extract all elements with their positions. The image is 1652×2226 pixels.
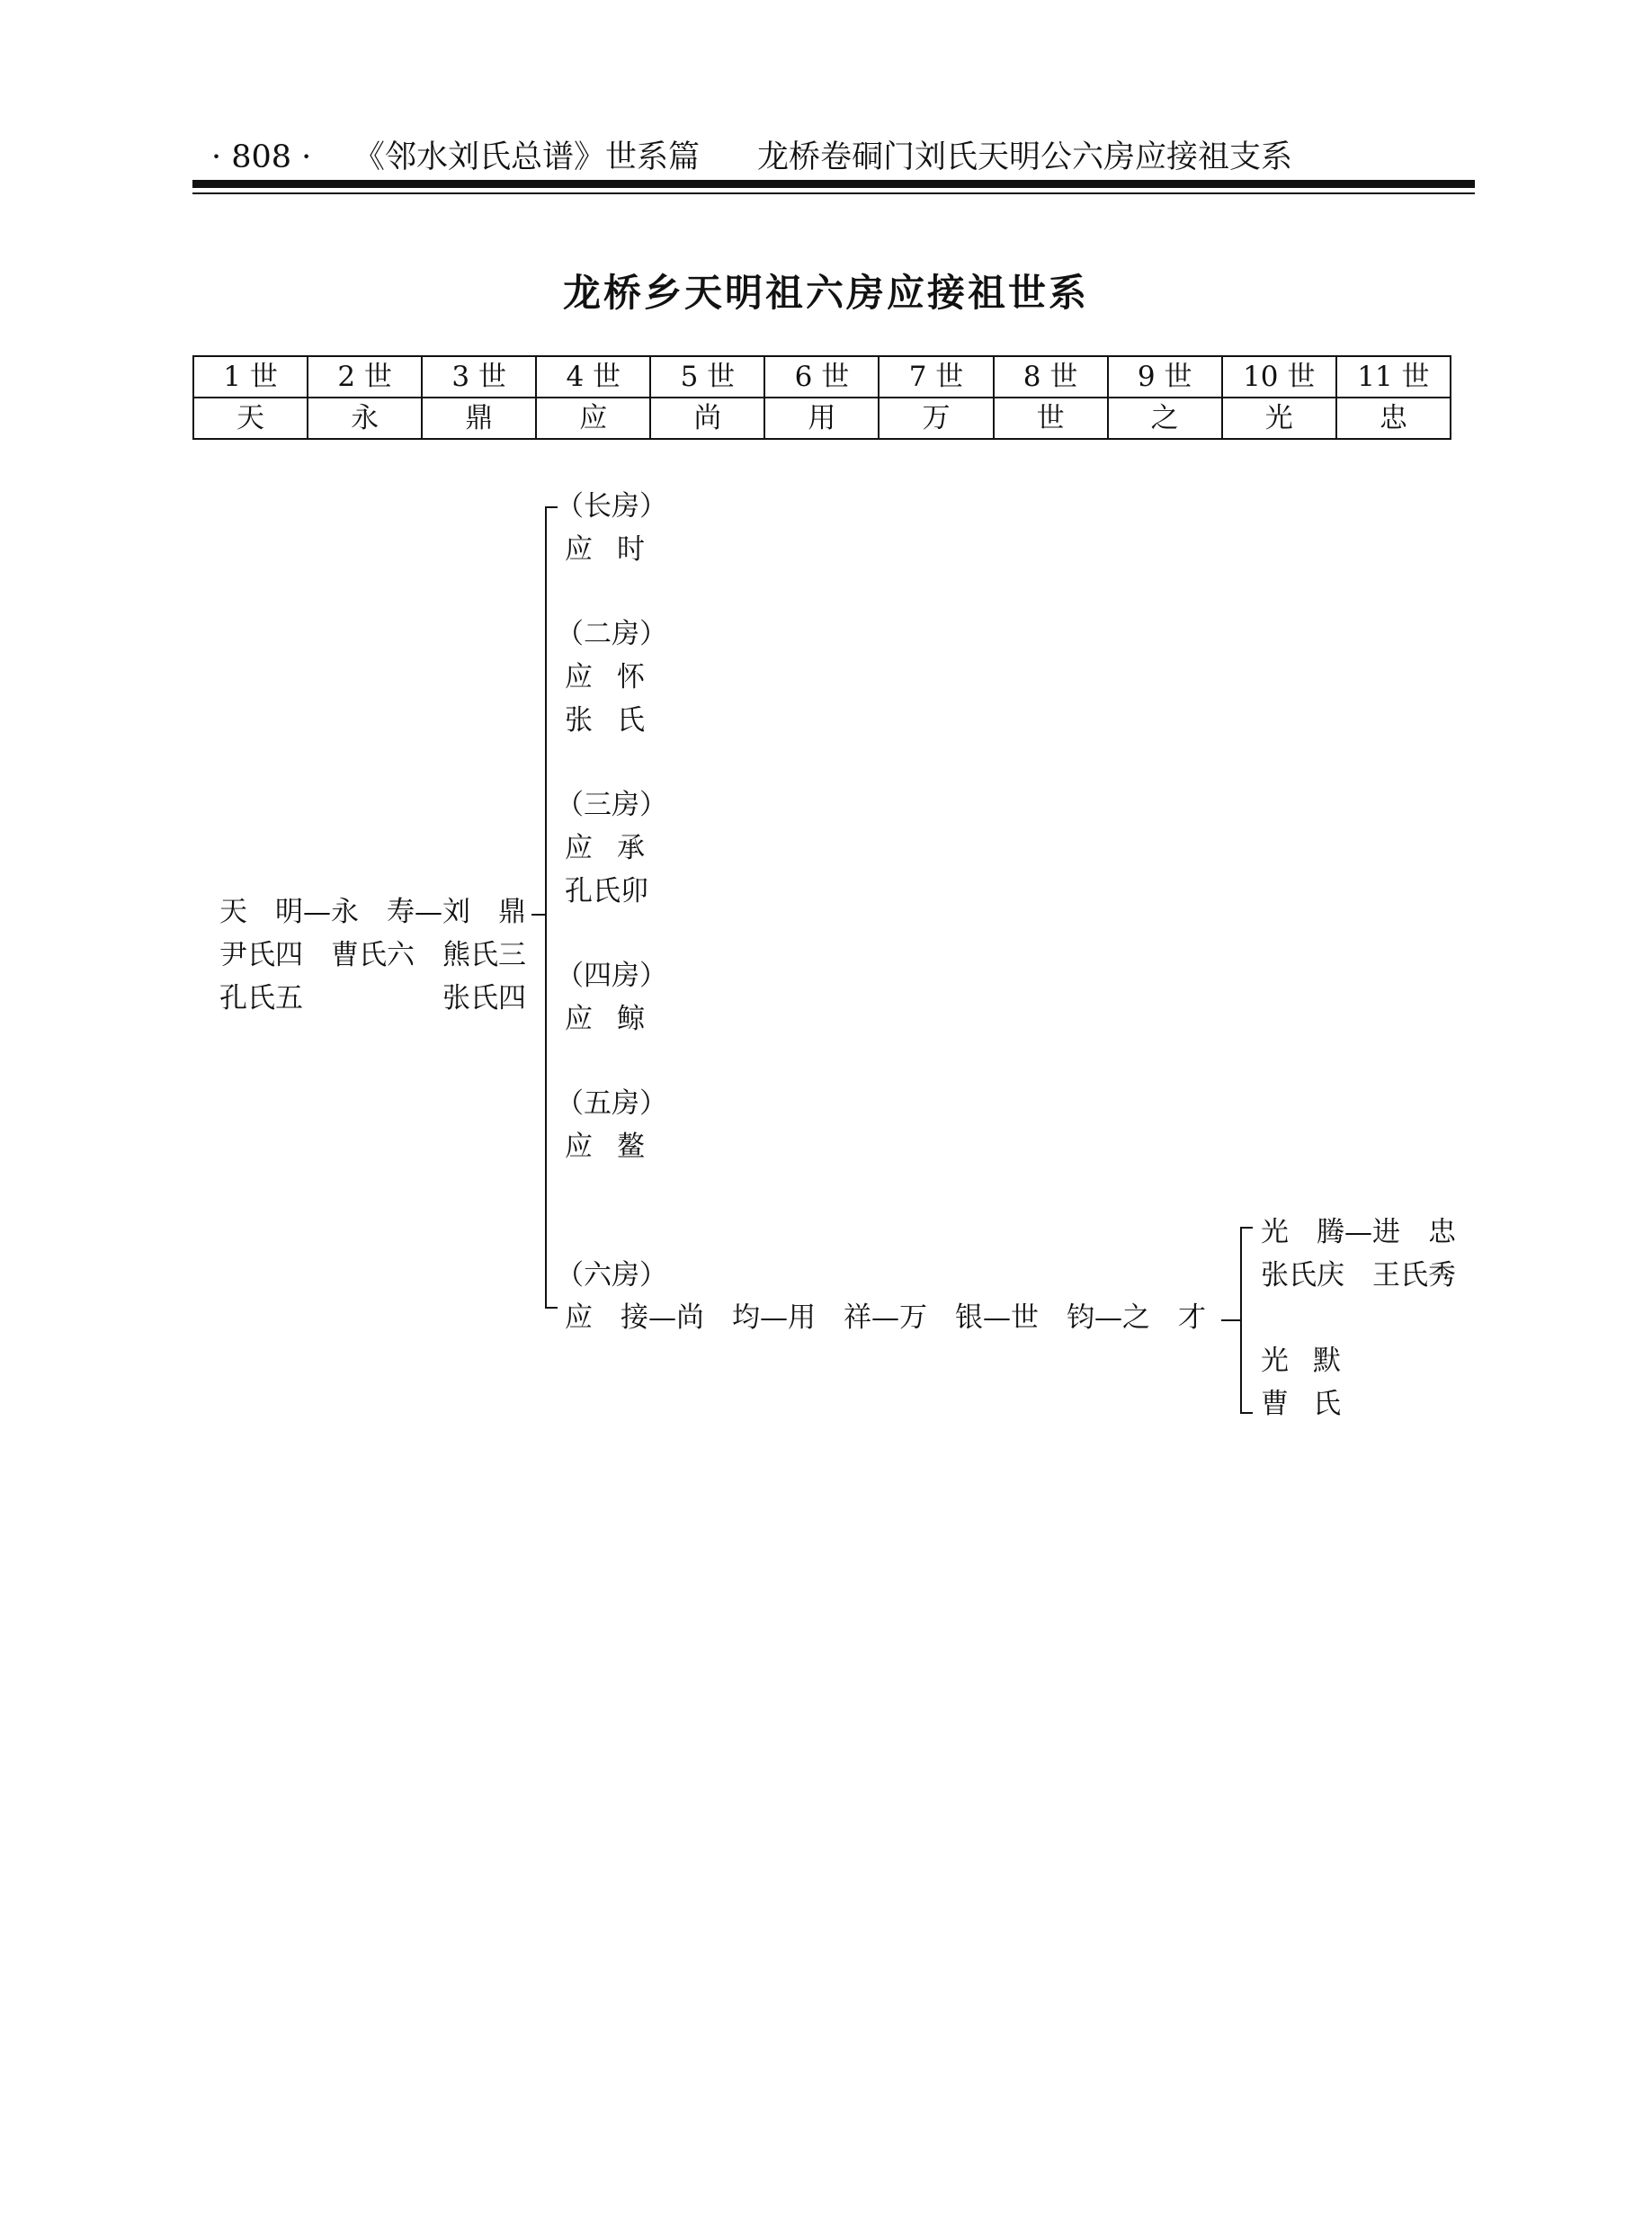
bracket-bottom-tick	[545, 1307, 558, 1309]
page-number: · 808 ·	[211, 139, 312, 175]
page-title: 龙桥乡天明祖六房应接祖世系	[562, 271, 1089, 315]
generation-cell: 4 世	[536, 356, 650, 398]
grandson-bracket-top-tick	[1240, 1227, 1253, 1229]
generation-cell: 2 世	[308, 356, 422, 398]
generation-cell: 1 世	[193, 356, 308, 398]
character-cell: 天	[193, 398, 308, 439]
header-rule-thin	[192, 192, 1475, 194]
root-line-3: 孔氏五 张氏四	[219, 982, 526, 1015]
branch-name-5: 应 鳌	[565, 1131, 645, 1163]
branch-spouse-2: 张 氏	[565, 704, 645, 737]
branch-name-3: 应 承	[565, 832, 645, 864]
generation-row	[193, 356, 1451, 398]
root-line-1: 天 明—永 寿—刘 鼎	[219, 896, 526, 928]
grandson-1-line-2: 张氏庆 王氏秀	[1261, 1259, 1456, 1292]
generation-table	[192, 355, 1451, 440]
character-cell: 鼎	[422, 398, 536, 439]
character-cell: 忠	[1336, 398, 1451, 439]
character-cell: 世	[994, 398, 1108, 439]
grandson-bracket-bottom-tick	[1240, 1412, 1253, 1414]
generation-cell: 5 世	[650, 356, 764, 398]
grandson-2-name: 光 默	[1261, 1345, 1341, 1377]
header-rule-thick	[192, 180, 1475, 188]
branch-bracket	[545, 506, 547, 1309]
generation-cell: 10 世	[1222, 356, 1336, 398]
character-row	[193, 398, 1451, 439]
branch-label-4: （四房）	[556, 960, 667, 992]
branch-label-3: （三房）	[556, 789, 667, 821]
section-title: 龙桥卷硐门刘氏天明公六房应接祖支系	[757, 139, 1293, 175]
branch-label-1: （长房）	[556, 490, 667, 523]
generation-cell: 9 世	[1108, 356, 1222, 398]
character-cell: 用	[764, 398, 879, 439]
character-cell: 永	[308, 398, 422, 439]
root-line-2: 尹氏四 曹氏六 熊氏三	[219, 939, 526, 971]
root-connector	[531, 914, 546, 916]
generation-cell: 8 世	[994, 356, 1108, 398]
character-cell: 尚	[650, 398, 764, 439]
branch-label-5: （五房）	[556, 1087, 667, 1120]
branch-name-2: 应 怀	[565, 661, 645, 693]
character-cell: 光	[1222, 398, 1336, 439]
branch-label-2: （二房）	[556, 618, 667, 650]
grandson-1-line-1: 光 腾—进 忠	[1261, 1216, 1456, 1248]
generation-cell: 7 世	[879, 356, 993, 398]
branch-chain-6: 应 接—尚 均—用 祥—万 银—世 钧—之 才	[565, 1301, 1206, 1334]
generation-cell: 11 世	[1336, 356, 1451, 398]
generation-cell: 6 世	[764, 356, 879, 398]
branch-spouse-3: 孔氏卯	[565, 875, 648, 907]
book-title: 《邻水刘氏总谱》世系篇	[353, 139, 701, 175]
character-cell: 应	[536, 398, 650, 439]
grandson-2-spouse: 曹 氏	[1261, 1388, 1341, 1420]
grandson-bracket	[1240, 1227, 1242, 1414]
branch-name-4: 应 鲸	[565, 1003, 645, 1035]
generation-cell: 3 世	[422, 356, 536, 398]
character-cell: 之	[1108, 398, 1222, 439]
chain-connector	[1221, 1319, 1241, 1321]
branch-name-1: 应 时	[565, 533, 645, 566]
character-cell: 万	[879, 398, 993, 439]
branch-label-6: （六房）	[556, 1259, 667, 1292]
